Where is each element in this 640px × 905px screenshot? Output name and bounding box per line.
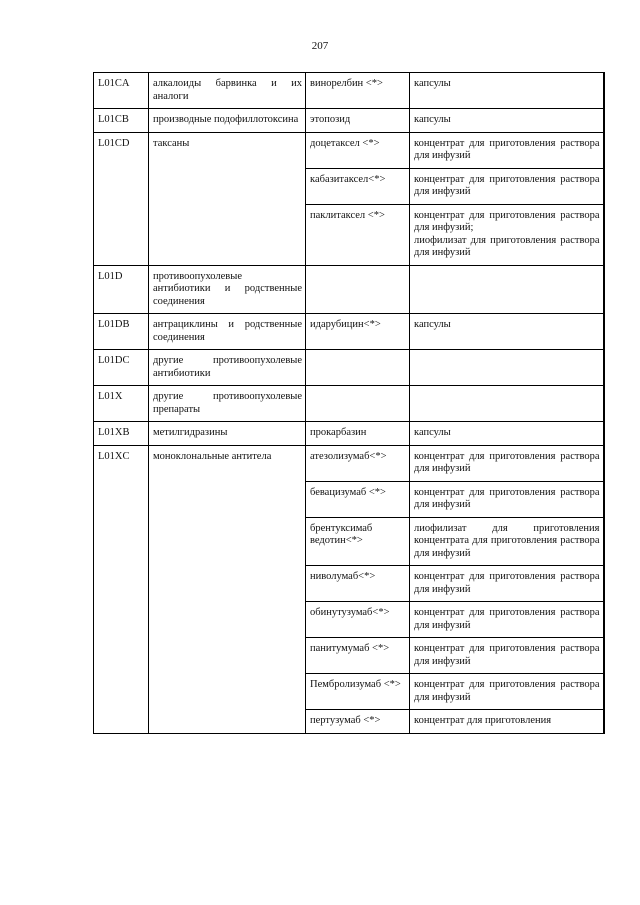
drug-name-cell: идарубицин<*> [306, 314, 410, 350]
atc-code-cell: L01XB [94, 422, 149, 446]
table-row [94, 386, 604, 422]
table-row [94, 109, 604, 133]
table-row [94, 265, 604, 314]
dosage-form-cell [410, 710, 604, 734]
pharmacological-group-cell: алкалоиды барвинка и их аналоги [149, 73, 306, 109]
pharmacological-group-cell: антрациклины и родственные соединения [149, 314, 306, 350]
atc-code-cell: L01CB [94, 109, 149, 133]
dosage-form-cell [410, 350, 604, 386]
atc-code-cell: L01X [94, 386, 149, 422]
drug-name-cell: ниволумаб<*> [306, 566, 410, 602]
dosage-form-cell [410, 132, 604, 168]
drug-name-cell: этопозид [306, 109, 410, 133]
dosage-form-cell [410, 73, 604, 109]
dosage-form-text: лиофилизат для приготовления раствора для инфузий [414, 234, 600, 258]
atc-code-cell: L01DC [94, 350, 149, 386]
dosage-form-text: концентрат для приготовления раствора для инфузий; [414, 209, 600, 233]
dosage-form-cell [410, 674, 604, 710]
table-row [94, 445, 604, 481]
dosage-form-cell [410, 517, 604, 566]
atc-code-cell: L01XC [94, 445, 149, 733]
page-number: 207 [311, 40, 329, 52]
atc-code-cell: L01D [94, 265, 149, 314]
pharmacological-group-cell: моноклональные антитела [149, 445, 306, 733]
dosage-form-text: капсулы [414, 78, 451, 89]
drug-name-cell: паклитаксел <*> [306, 204, 410, 265]
dosage-form-text: лиофилизат для приготовления концентрата для приготовления раствора для инфузий [414, 522, 600, 559]
dosage-form-cell [410, 265, 604, 314]
atc-code-cell: L01DB [94, 314, 149, 350]
atc-code-cell: L01CD [94, 132, 149, 265]
drug-name-cell [306, 386, 410, 422]
dosage-form-text: концентрат для приготовления раствора для инфузий [414, 679, 600, 703]
dosage-form-cell [410, 314, 604, 350]
table-row [94, 314, 604, 350]
table-row [94, 422, 604, 446]
pharmacological-group-cell: другие противоопухолевые антибиотики [149, 350, 306, 386]
dosage-form-cell [410, 566, 604, 602]
drug-name-cell: Пембролизумаб <*> [306, 674, 410, 710]
pharmacological-group-cell: таксаны [149, 132, 306, 265]
dosage-form-cell [410, 481, 604, 517]
drug-name-cell: кабазитаксел<*> [306, 168, 410, 204]
dosage-form-text: концентрат для приготовления раствора для инфузий [414, 450, 600, 474]
drug-classification-table [93, 72, 605, 734]
table-row [94, 73, 604, 109]
drug-name-cell: доцетаксел <*> [306, 132, 410, 168]
pharmacological-group-cell: производные подофиллотоксина [149, 109, 306, 133]
table-row [94, 350, 604, 386]
dosage-form-text: капсулы [414, 427, 451, 438]
drug-name-cell: прокарбазин [306, 422, 410, 446]
dosage-form-text: концентрат для приготовления раствора для инфузий [414, 173, 600, 197]
dosage-form-text: капсулы [414, 319, 451, 330]
dosage-form-cell [410, 445, 604, 481]
drug-name-cell: пертузумаб <*> [306, 710, 410, 734]
dosage-form-text: концентрат для приготовления раствора для инфузий [414, 607, 600, 631]
dosage-form-cell [410, 602, 604, 638]
dosage-form-cell [410, 638, 604, 674]
dosage-form-cell [410, 422, 604, 446]
drug-name-cell: панитумумаб <*> [306, 638, 410, 674]
dosage-form-cell [410, 204, 604, 265]
dosage-form-text: капсулы [414, 114, 451, 125]
dosage-form-cell [410, 168, 604, 204]
pharmacological-group-cell: метилгидразины [149, 422, 306, 446]
drug-name-cell: брентуксимаб ведотин<*> [306, 517, 410, 566]
pharmacological-group-cell: другие противоопухолевые препараты [149, 386, 306, 422]
drug-name-cell: винорелбин <*> [306, 73, 410, 109]
dosage-form-text: концентрат для приготовления [414, 715, 552, 726]
dosage-form-text: концентрат для приготовления раствора для инфузий [414, 486, 600, 510]
dosage-form-cell [410, 386, 604, 422]
table-row [94, 132, 604, 168]
drug-name-cell [306, 350, 410, 386]
atc-code-cell: L01CA [94, 73, 149, 109]
dosage-form-text: концентрат для приготовления раствора для инфузий [414, 571, 600, 595]
pharmacological-group-cell: противоопухолевые антибиотики и родственные соединения [149, 265, 306, 314]
dosage-form-text: концентрат для приготовления раствора для инфузий [414, 137, 600, 161]
drug-name-cell: бевацизумаб <*> [306, 481, 410, 517]
drug-name-cell: обинутузумаб<*> [306, 602, 410, 638]
dosage-form-text: концентрат для приготовления раствора для инфузий [414, 643, 600, 667]
drug-name-cell [306, 265, 410, 314]
dosage-form-cell [410, 109, 604, 133]
drug-name-cell: атезолизумаб<*> [306, 445, 410, 481]
